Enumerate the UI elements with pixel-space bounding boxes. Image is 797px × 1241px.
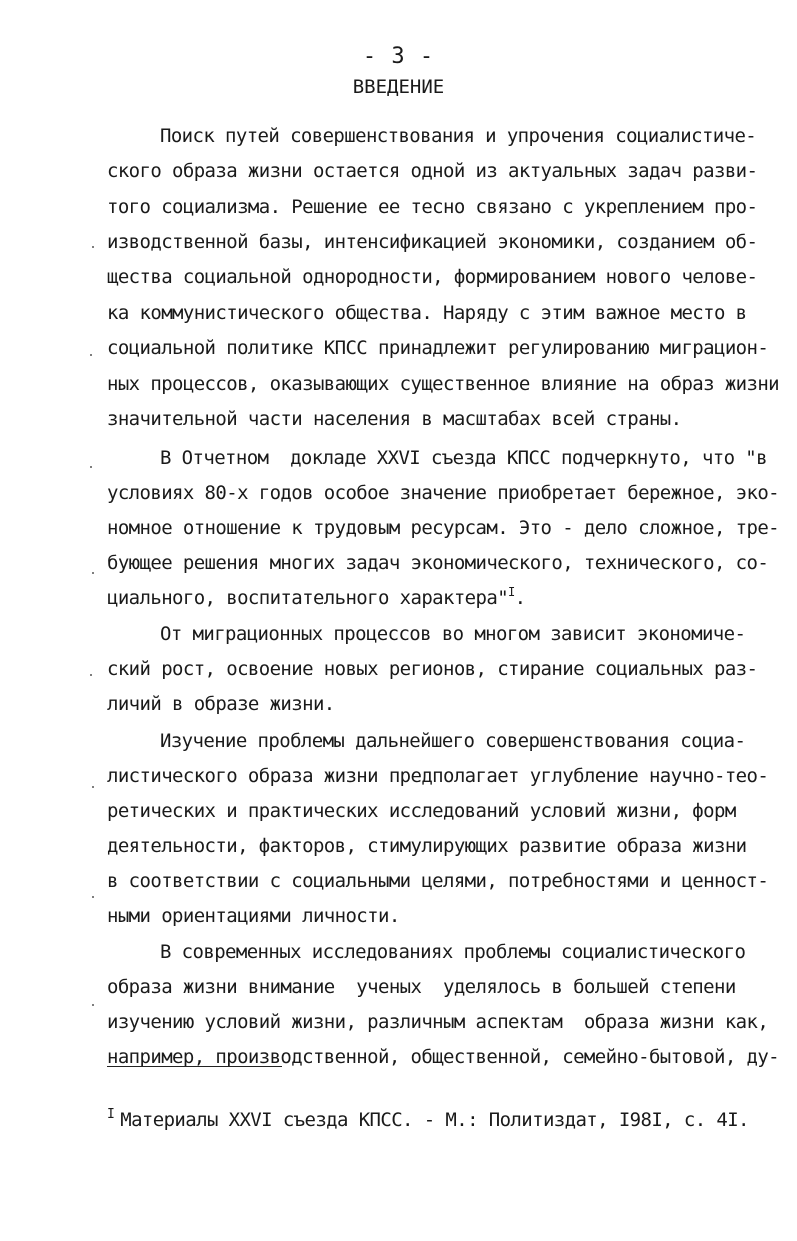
paragraph-1-line: значительной части населения в масштабах всей страны.: [107, 408, 682, 430]
footnote-mark: I: [107, 1107, 115, 1122]
paragraph-2-line: номное отношение к трудовым ресурсам. Это - дело сложное, тре-: [107, 517, 780, 539]
sentence-end: .: [514, 587, 526, 609]
paragraph-5-line: образа жизни внимание ученых уделялось в большей степени: [107, 976, 736, 998]
paragraph-1-line: того социализма. Решение ее тесно связано с укреплением про-: [107, 196, 758, 218]
paragraph-5-line: например, производственной, общественной, семейно-бытовой, ду-: [107, 1046, 780, 1068]
scan-speck: [90, 674, 92, 676]
paragraph-1-line: изводственной базы, интенсификацией экономики, созданием об-: [107, 231, 758, 253]
paragraph-2-line: условиях 80-х годов особое значение приобретает бережное, эко-: [107, 482, 780, 504]
page-number: - 3 -: [362, 44, 435, 69]
scan-speck: [92, 786, 94, 788]
paragraph-4-line: ретических и практических исследований условий жизни, форм: [107, 800, 736, 822]
paragraph-1-line: социальной политике КПСС принадлежит регулированию миграцион-: [107, 337, 769, 359]
footnote: [107, 1108, 749, 1135]
paragraph-4-line: Изучение проблемы дальнейшего совершенствования социа-: [160, 730, 746, 752]
scan-speck: [92, 572, 94, 574]
paragraph-5-line: В современных исследованиях проблемы социалистического: [160, 941, 746, 963]
section-heading: ВВЕДЕНИЕ: [352, 76, 445, 98]
scan-speck: [90, 354, 92, 356]
paragraph-4-line: в соответствии с социальными целями, потребностями и ценност-: [107, 870, 769, 892]
paragraph-1-line: ского образа жизни остается одной из актуальных задач разви-: [107, 160, 758, 182]
paragraph-4-line: листического образа жизни предполагает углубление научно-тео-: [107, 765, 769, 787]
paragraph-2-line-text: циального, воспитательного характера": [107, 587, 509, 609]
scan-speck: [92, 1004, 94, 1006]
paragraph-4-line: ными ориентациями личности.: [107, 905, 400, 927]
paragraph-3-line: От миграционных процессов во многом зависит экономиче-: [160, 623, 746, 645]
paragraph-2-line: бующее решения многих задач экономического, технического, со-: [107, 552, 769, 574]
paragraph-4-line: деятельности, факторов, стимулирующих развитие образа жизни: [107, 835, 747, 857]
footnote-separator: [107, 1066, 282, 1067]
footnote-text: Материалы XXVI съезда КПСС. - М.: Политиздат, I98I, с. 4I.: [120, 1109, 749, 1131]
paragraph-1-line: ных процессов, оказывающих существенное влияние на образ жизни: [107, 373, 780, 395]
paragraph-2-line: В Отчетном докладе XXVI съезда КПСС подчеркнуто, что "в: [160, 447, 767, 469]
paragraph-3-line: ский рост, освоение новых регионов, стирание социальных раз-: [107, 658, 758, 680]
paragraph-3-line: личий в образе жизни.: [107, 693, 335, 715]
scan-speck: [90, 466, 92, 468]
scan-speck: [92, 896, 94, 898]
footnote-reference: I: [508, 585, 515, 599]
paragraph-2-last-line: [107, 586, 526, 610]
paragraph-1-line: Поиск путей совершенствования и упрочения социалистиче-: [160, 125, 757, 147]
paragraph-1-line: щества социальной однородности, формированием нового челове-: [107, 266, 758, 288]
paragraph-1-line: ка коммунистического общества. Наряду с этим важное место в: [107, 302, 747, 324]
scan-speck: [92, 246, 94, 248]
paragraph-5-line: изучению условий жизни, различным аспектам образа жизни как,: [107, 1011, 769, 1033]
